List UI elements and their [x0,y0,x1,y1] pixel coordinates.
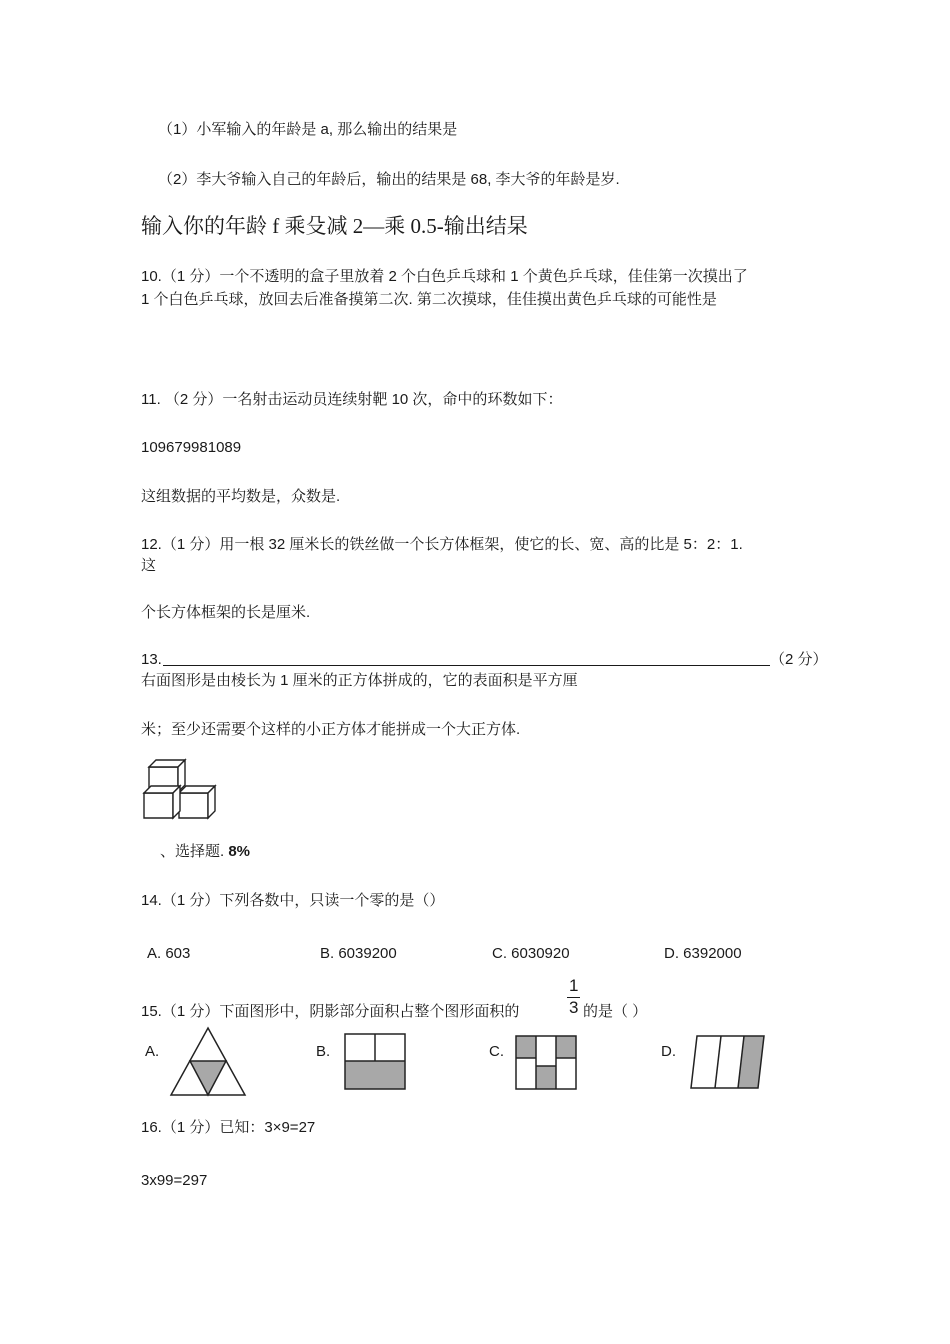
q13-line2: 米；至少还需要个这样的小正方体才能拼成一个大正方体. [141,721,521,738]
section-heading-percent: 8% [228,843,251,860]
q15-label-c: C. [489,1043,504,1060]
q13-answer-line [163,665,770,666]
q15-stem-b: 的是（ ） [583,1003,648,1020]
q15-label-d: D. [661,1043,676,1060]
q14-option-a: A. 603 [147,945,191,958]
q12-line1-wrap: 这 [141,557,157,574]
q14-option-d: D. 6392000 [664,945,742,958]
q10-line2: 1 个白色乒乓球，放回去后准备摸第二次. 第二次摸球，佳佳摸出黄色乒乓球的可能性是 [141,291,717,308]
q14-option-b: B. 6039200 [320,945,397,958]
q14-options-row [140,944,860,958]
q14-stem: 14.（1 分）下列各数中，只读一个零的是（） [141,892,445,909]
q15-label-a: A. [145,1043,160,1060]
q15-fraction [566,976,582,1022]
section-heading [160,842,250,862]
q9-sub1: （1）小军输入的年龄是 a, 那么输出的结果是 [158,121,458,138]
q11-line1: 11. （2 分）一名射击运动员连续射靶 10 次，命中的环数如下： [141,391,563,408]
q15-fraction-numerator: 1 [569,976,579,995]
q15-label-b: B. [316,1043,331,1060]
figure-c-shaded-1 [516,1036,536,1058]
q13-line1: 右面图形是由棱长为 1 厘米的正方体拼成的，它的表面积是平方厘 [141,672,578,689]
figure-a-shaded [190,1061,226,1095]
q10-line1: 10.（1 分）一个不透明的盒子里放着 2 个白色乒乓球和 1 个黄色乒乓球，佳佳第一次摸出了 [141,268,748,285]
q12-line1: 12.（1 分）用一根 32 厘米长的铁丝做一个长方体框架，使它的长、宽、高的比是 5：2：1. [141,536,743,553]
q15-figure-b-rectangle [344,1033,406,1090]
q16-stem: 16.（1 分）已知：3×9=27 [141,1119,316,1136]
figure-d-shaded [738,1036,764,1088]
q9-flowchart-text: 输入你的年龄 f 乘殳减 2—乘 0.5-输出结杲 [141,214,528,238]
cubes-figure [143,757,221,823]
section-heading-prefix: 、选择题. [160,843,229,860]
q13-score: （2 分） [770,651,828,668]
q15-stem-a: 15.（1 分）下面图形中，阴影部分面积占整个图形面积的 [141,1003,520,1020]
q11-line2: 这组数据的平均数是，众数是. [141,488,341,505]
q15-figure-c-grid [515,1035,577,1090]
q15-fraction-denominator: 3 [569,998,579,1017]
figure-c-shaded-2 [556,1036,576,1058]
q15-figure-d-parallelogram [689,1034,766,1090]
q11-data: 109679981089 [141,439,242,456]
q9-sub2: （2）李大爷输入自己的年龄后，输出的结果是 68, 李大爷的年龄是岁. [158,171,620,188]
q14-option-c: C. 6030920 [492,945,570,958]
q15-figure-a-triangle [170,1027,246,1097]
figure-b-shaded [345,1061,405,1089]
q12-line2: 个长方体框架的长是厘米. [141,604,311,621]
q16-line2: 3x99=297 [141,1172,208,1189]
q13-number: 13. [141,651,162,668]
figure-c-shaded-3 [536,1066,556,1089]
